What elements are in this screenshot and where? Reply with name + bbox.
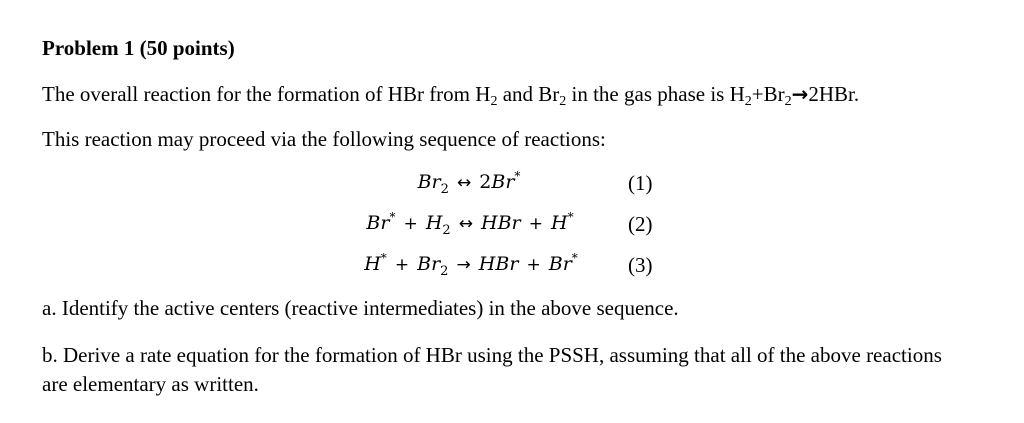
eq3-term-c: HBr xyxy=(478,253,519,275)
eq1-product-superscript: * xyxy=(514,169,521,183)
eq2-reversible-arrow-icon: ↔ xyxy=(458,214,473,234)
eq3-plus-2: + xyxy=(526,255,541,275)
intro-text-4: +Br xyxy=(751,82,785,106)
equation-row-2 xyxy=(42,212,1002,242)
equation-2 xyxy=(345,210,595,238)
problem-document xyxy=(42,0,1002,423)
eq3-term-a-superscript: * xyxy=(380,251,387,265)
intro-text-1: The overall reaction for the formation of HBr from H xyxy=(42,82,491,106)
eq3-term-b-subscript: 2 xyxy=(440,264,449,279)
question-b: b. Derive a rate equation for the formation of HBr using the PSSH, assuming that all of the above reactions are elementary as written. xyxy=(42,343,942,396)
intro-subscript-3: 2 xyxy=(744,94,752,109)
eq1-coefficient: 2 xyxy=(479,171,492,193)
eq2-term-d: H xyxy=(550,212,568,234)
equation-number-1: (1) xyxy=(628,171,653,195)
intro-text-5: 2HBr. xyxy=(808,82,860,106)
intro-text-3: in the gas phase is H xyxy=(566,82,745,106)
eq1-reactant-subscript: 2 xyxy=(440,182,449,197)
overall-reaction-paragraph xyxy=(42,82,859,107)
intro-subscript-2: 2 xyxy=(559,94,567,109)
eq2-plus-1: + xyxy=(403,214,418,234)
eq3-term-a: H xyxy=(364,253,381,275)
eq2-plus-2: + xyxy=(528,214,543,234)
equation-number-3: (3) xyxy=(628,253,653,277)
sequence-paragraph: This reaction may proceed via the following sequence of reactions: xyxy=(42,127,606,151)
intro-subscript-1: 2 xyxy=(490,94,498,109)
eq3-forward-arrow-icon: → xyxy=(456,255,471,275)
eq2-term-d-superscript: * xyxy=(567,210,574,224)
equation-1 xyxy=(404,169,534,197)
eq2-term-a-superscript: * xyxy=(389,210,396,224)
eq2-term-a: Br xyxy=(366,212,390,234)
equation-3 xyxy=(344,251,598,279)
intro-text-2: and Br xyxy=(497,82,560,106)
intro-subscript-4: 2 xyxy=(784,94,792,109)
equation-number-2: (2) xyxy=(628,212,653,236)
eq3-term-d: Br xyxy=(548,253,572,275)
eq3-term-d-superscript: * xyxy=(571,251,578,265)
eq1-reactant: Br xyxy=(417,171,441,193)
equation-row-3 xyxy=(42,253,1002,283)
eq1-product: Br xyxy=(491,171,515,193)
eq2-term-c: HBr xyxy=(481,212,521,234)
question-a: a. Identify the active centers (reactive intermediates) in the above sequence. xyxy=(42,296,679,320)
problem-title: Problem 1 (50 points) xyxy=(42,36,235,60)
eq2-term-b-subscript: 2 xyxy=(442,223,451,238)
eq2-term-b: H xyxy=(425,212,443,234)
eq3-plus-1: + xyxy=(394,255,410,275)
reaction-arrow-icon: → xyxy=(791,82,809,106)
eq3-term-b: Br xyxy=(417,253,441,275)
equation-row-1 xyxy=(42,171,1002,201)
eq1-reversible-arrow-icon: ↔ xyxy=(456,173,472,193)
